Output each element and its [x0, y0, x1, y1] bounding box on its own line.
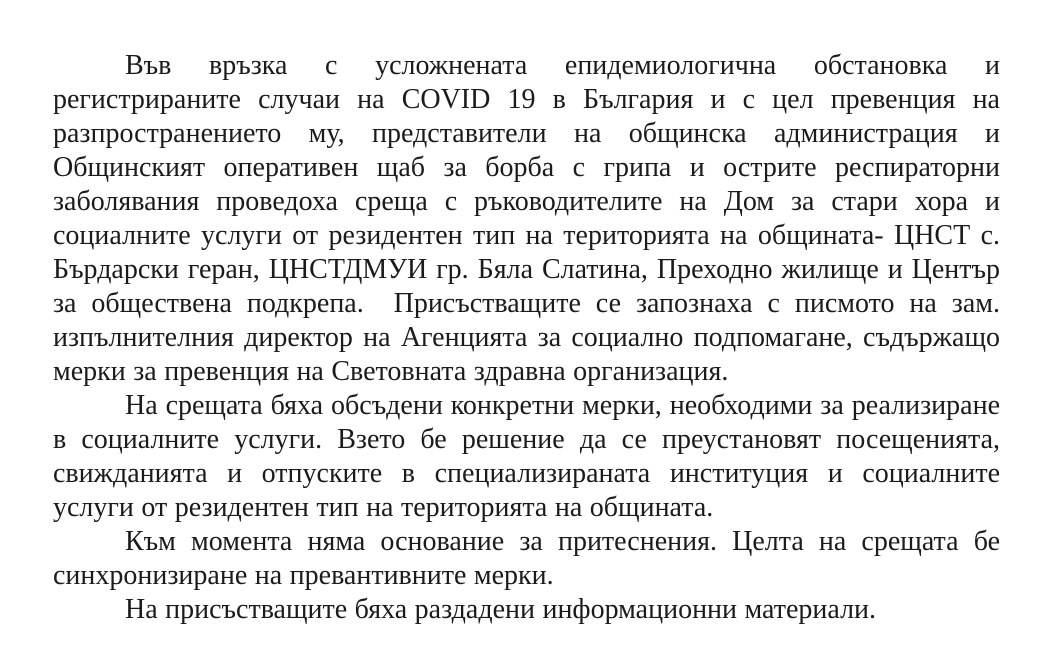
paragraph-covid-intro: Във връзка с усложнената епидемиологична обстановка и регистрираните случаи на COVID 19 в България и с цел превенция на разпространението му, представители на общинска администрация и Общинският оперативен щаб за борба с грипа и острите респираторни заболявания проведоха среща с ръководителите на Дом за стари хора и социалните услуги от резидентен тип на територията на общината- ЦНСТ с. Бърдарски геран, ЦНСТДМУИ гр. Бяла Слатина, Преходно жилище и Център за обществена подкрепа. Присъстващите се запознаха с писмото на зам. изпълнителния директор на Агенцията за социално подпомагане, съдържащо мерки за превенция на Световната здравна организация.	[53, 50, 1008, 387]
paragraph-no-concern: Към момента няма основание за притеснения. Целта на срещата бе синхронизиране на превантивните мерки.	[53, 526, 1008, 591]
paragraph-meeting-measures: На срещата бяха обсъдени конкретни мерки, необходими за реализиране в социалните услуги. Взето бе решение да се преустановят посещенията, свижданията и отпуските в специализираната институция и социалните услуги от резидентен тип на територията на общината.	[53, 390, 1008, 523]
paragraph-materials: На присъстващите бяха раздадени информационни материали.	[125, 594, 877, 625]
